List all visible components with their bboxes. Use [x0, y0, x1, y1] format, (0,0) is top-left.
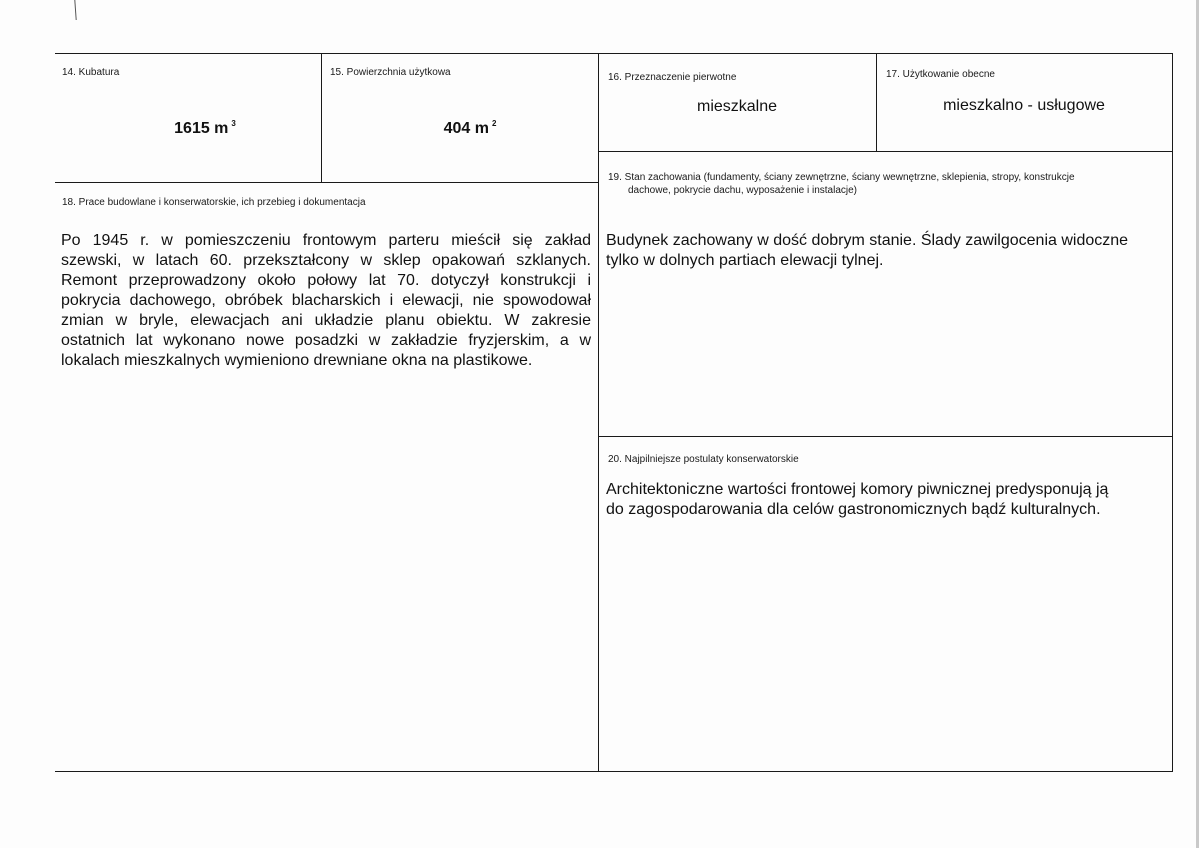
- field-20-label: 20. Najpilniejsze postulaty konserwatorskie: [608, 454, 799, 465]
- field-18-line: Po 1945 r. w pomieszczeniu frontowym parteru mieścił się zakład: [61, 232, 591, 249]
- field-16-label: 16. Przeznaczenie pierwotne: [608, 72, 737, 83]
- field-20-text: [606, 480, 1166, 520]
- field-19-text: [606, 231, 1166, 271]
- field-20-line: do zagospodarowania dla celów gastronomicznych bądź kulturalnych.: [606, 501, 1101, 518]
- divider-center: [598, 53, 599, 771]
- divider-19-20: [598, 436, 1173, 437]
- field-18-line: lokalach mieszkalnych wymieniono drewniane okna na plastikowe.: [61, 352, 533, 369]
- field-14-label: 14. Kubatura: [62, 67, 120, 78]
- divider-14-15: [321, 53, 322, 182]
- field-16-value: mieszkalne: [696, 98, 778, 115]
- bottom-border: [55, 771, 1173, 772]
- field-18-line: ostatnich lat wykonano nowe posadzki w zakładzie fryzjerskim, a w: [61, 332, 591, 349]
- field-19-line: tylko w dolnych partiach elewacji tylnej.: [606, 252, 884, 269]
- field-18-line: pokrycia dachowego, obróbek blacharskich i elewacji, nie spowodował: [61, 292, 591, 309]
- divider-14-15-bottom: [55, 182, 598, 183]
- field-15-value: [420, 120, 520, 138]
- field-14-value: [150, 120, 260, 138]
- field-19-label-line2: dachowe, pokrycie dachu, wyposażenie i instalacje): [628, 185, 858, 196]
- divider-16-17-bottom: [598, 151, 1173, 152]
- top-border: [55, 53, 1173, 54]
- right-border: [1172, 53, 1173, 771]
- field-15-label: 15. Powierzchnia użytkowa: [330, 67, 451, 78]
- field-18-line: Remont przeprowadzony około połowy lat 70. dotyczył konstrukcji i: [61, 272, 591, 289]
- field-15-number: 404 m: [443, 120, 489, 137]
- field-19-line: Budynek zachowany w dość dobrym stanie. Ślady zawilgocenia widoczne: [606, 232, 1129, 249]
- field-18-label: 18. Prace budowlane i konserwatorskie, ich przebieg i dokumentacja: [62, 197, 366, 208]
- field-14-number: 1615 m: [174, 120, 229, 137]
- field-20-line: Architektoniczne wartości frontowej komory piwnicznej predysponują ją: [606, 481, 1109, 498]
- field-18-line: szewski, w latach 60. przekształcony w sklep opakowań szklanych.: [61, 252, 591, 269]
- field-19-label-line1: 19. Stan zachowania (fundamenty, ściany zewnętrzne, ściany wewnętrzne, sklepienia, stropy, konstrukcje: [608, 172, 1075, 183]
- field-14-unit-sup: 3: [231, 119, 236, 128]
- field-15-unit-sup: 2: [491, 119, 497, 128]
- field-17-value: mieszkalno - usługowe: [943, 97, 1105, 114]
- field-17-label: 17. Użytkowanie obecne: [886, 69, 995, 80]
- field-18-text: [61, 231, 591, 371]
- field-18-line: zmian w bryle, elewacjach ani układzie planu obiektu. W zakresie: [61, 312, 591, 329]
- scan-mark: [74, 0, 76, 20]
